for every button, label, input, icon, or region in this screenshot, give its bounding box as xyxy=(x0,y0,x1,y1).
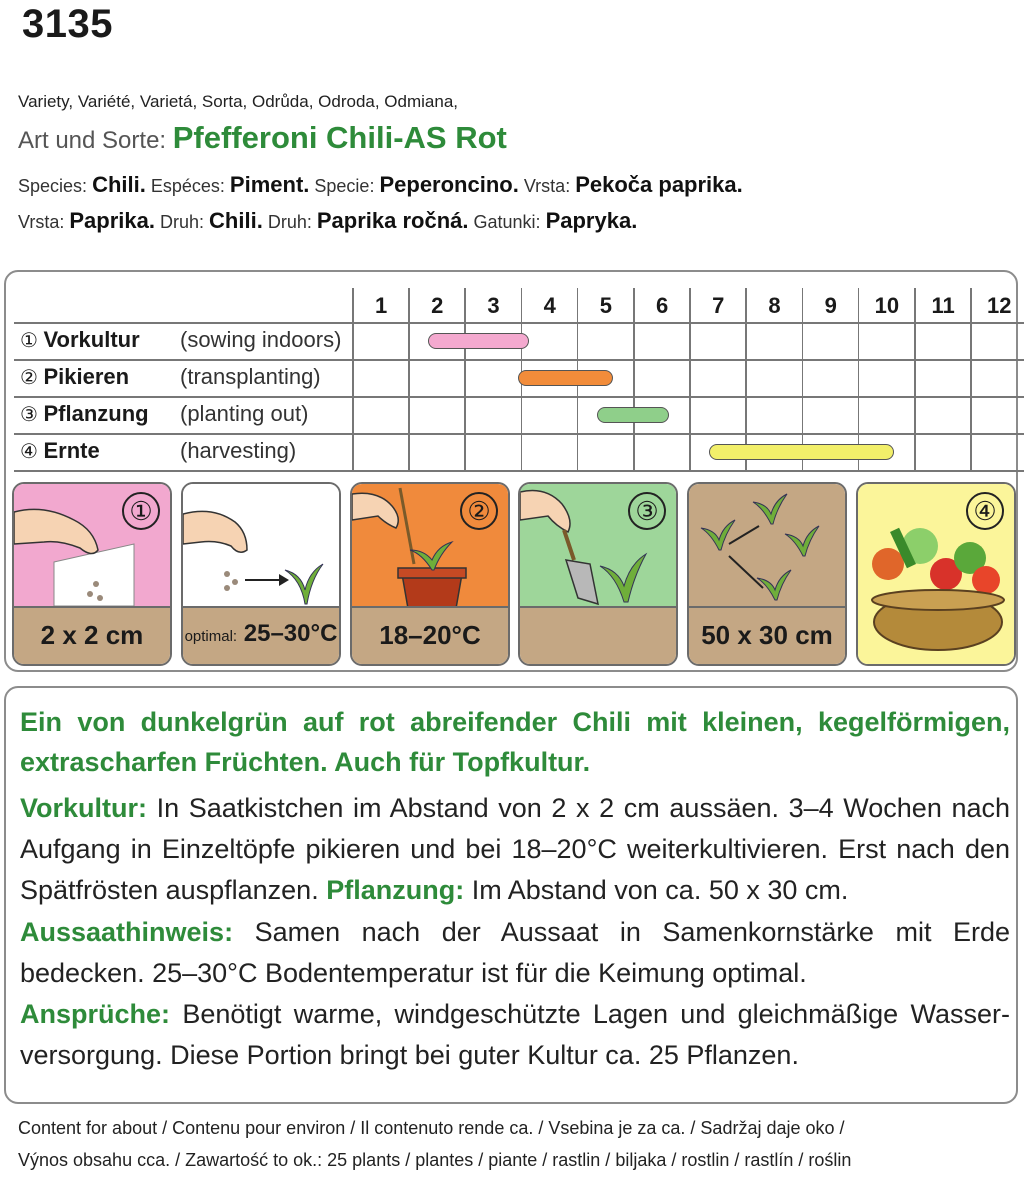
step-number-badge: ② xyxy=(460,492,498,530)
step-number: ③ xyxy=(20,404,44,426)
paragraph-aussaathinweis xyxy=(20,912,1010,994)
step-number: ① xyxy=(20,330,44,352)
panel-germination xyxy=(181,482,341,666)
month-header-10: 10 xyxy=(858,288,915,322)
art-label: Art und Sorte: xyxy=(18,127,167,154)
grid-row-line xyxy=(14,433,1024,435)
species-value: Papryka. xyxy=(545,208,638,233)
step-translation: (transplanting) xyxy=(180,364,321,389)
step-label xyxy=(20,438,297,464)
panel-spacing xyxy=(687,482,847,666)
species-value: Pekoča paprika. xyxy=(575,172,743,197)
paragraph-ansprueche xyxy=(20,994,1010,1076)
month-header-12: 12 xyxy=(970,288,1024,322)
step-label xyxy=(20,401,309,427)
month-header-3: 3 xyxy=(464,288,521,322)
art-line xyxy=(18,120,507,156)
panel-caption: 2 x 2 cm xyxy=(40,620,144,650)
panel-caption xyxy=(183,620,339,648)
period-bar xyxy=(518,370,613,386)
soil-area xyxy=(520,606,676,666)
grid-column-line xyxy=(802,288,804,470)
month-header-2: 2 xyxy=(408,288,465,322)
paragraph-text: Samen nach der Aussaat in Samenkornstärke mit Erde bedecken. 25–30°C Bodentemperatur ist für die Keimung optimal. xyxy=(20,917,1010,988)
step-translation: (planting out) xyxy=(180,401,309,426)
grid-row-line xyxy=(14,470,1024,472)
step-label xyxy=(20,327,342,353)
period-bar xyxy=(597,407,669,423)
panel-caption: 18–20°C xyxy=(379,620,481,650)
grid-column-line xyxy=(408,288,410,470)
germination-icon xyxy=(183,484,341,606)
species-label: Species: xyxy=(18,176,88,196)
grid-row-line xyxy=(14,359,1024,361)
species-value: Paprika. xyxy=(69,208,155,233)
step-name: Vorkultur xyxy=(43,327,140,352)
paragraph-heading: Aussaathinweis: xyxy=(20,917,234,947)
species-line-2 xyxy=(18,208,637,234)
month-header-7: 7 xyxy=(689,288,746,322)
species-value: Chili. xyxy=(92,172,146,197)
panel-caption: 50 x 30 cm xyxy=(701,620,833,650)
month-header-5: 5 xyxy=(577,288,634,322)
month-header-9: 9 xyxy=(802,288,859,322)
intro-text: Ein von dunkelgrün auf rot abreifender Chili mit kleinen, kegelförmigen, extrascharfen Früchten. Auch für Topfkultur. xyxy=(20,707,1010,777)
paragraph-heading: Ansprüche: xyxy=(20,999,171,1029)
month-header-4: 4 xyxy=(521,288,578,322)
paragraph-text: In Saatkistchen im Abstand von 2 x 2 cm aussäen. 3–4 Wochen nach Aufgang in Einzeltöpfe pikieren und bei 18–20°C weiterkultivieren. Erst nach den Spätfrösten auspflanzen. xyxy=(20,793,1010,905)
paragraph-heading: Pflanzung: xyxy=(326,875,465,905)
step-number-badge: ③ xyxy=(628,492,666,530)
species-label: Vrsta: xyxy=(523,176,571,196)
sowing-calendar xyxy=(4,270,1018,672)
step-name: Ernte xyxy=(43,438,100,463)
step-number: ② xyxy=(20,367,44,389)
month-header-6: 6 xyxy=(633,288,690,322)
species-label: Druh: xyxy=(267,212,312,232)
product-code: 3135 xyxy=(22,2,113,46)
paragraph-vorkultur xyxy=(20,788,1010,911)
species-label: Specie: xyxy=(314,176,375,196)
species-label: Espéces: xyxy=(150,176,225,196)
plant-spacing-icon xyxy=(689,484,847,606)
grid-column-line xyxy=(745,288,747,470)
content-footer-line-1: Content for about / Contenu pour environ / Il contenuto rende ca. / Vsebina je za ca. / Sadržaj daje oko / xyxy=(18,1118,845,1138)
panel-harvest xyxy=(856,482,1016,666)
paragraph-text: Im Abstand von ca. 50 x 30 cm. xyxy=(464,875,849,905)
step-translation: (sowing indoors) xyxy=(180,327,342,352)
content-footer-line-2: Výnos obsahu cca. / Zawartość to ok.: 25 plants / plantes / piante / rastlin / biljaka / rostlin / rastlín / roślin xyxy=(18,1150,852,1170)
step-number-badge: ① xyxy=(122,492,160,530)
species-line-1 xyxy=(18,172,743,198)
panel-caption-value: 25–30°C xyxy=(243,620,338,647)
grid-column-line xyxy=(689,288,691,470)
grid-column-line xyxy=(858,288,860,470)
step-number-badge: ④ xyxy=(966,492,1004,530)
species-value: Peperoncino. xyxy=(379,172,519,197)
species-label: Vrsta: xyxy=(18,212,65,232)
grid-row-line xyxy=(14,322,1024,324)
species-label: Druh: xyxy=(160,212,205,232)
species-value: Paprika ročná. xyxy=(316,208,469,233)
grid-column-line xyxy=(633,288,635,470)
panel-caption-small: optimal: xyxy=(184,628,238,645)
panel-transplanting xyxy=(350,482,510,666)
variety-line: Variety, Variété, Varietá, Sorta, Odrůda, Odroda, Odmiana, xyxy=(18,92,459,111)
paragraph-heading: Vorkultur: xyxy=(20,793,147,823)
paragraph-text: Benötigt warme, windgeschützte Lagen und gleichmäßige Wasser-versorgung. Diese Portion bringt bei guter Kultur ca. 25 Pflanzen. xyxy=(20,999,1010,1070)
grid-column-line xyxy=(970,288,972,470)
species-value: Chili. xyxy=(209,208,263,233)
month-header-8: 8 xyxy=(745,288,802,322)
variety-name: Pfefferoni Chili-AS Rot xyxy=(172,120,507,155)
panel-sowing xyxy=(12,482,172,666)
panel-planting-out xyxy=(518,482,678,666)
grid-column-line xyxy=(464,288,466,470)
step-translation: (harvesting) xyxy=(180,438,297,463)
step-name: Pikieren xyxy=(43,364,130,389)
species-value: Piment. xyxy=(229,172,310,197)
period-bar xyxy=(428,333,528,349)
period-bar xyxy=(709,444,894,460)
month-header-11: 11 xyxy=(914,288,971,322)
month-header-1: 1 xyxy=(352,288,409,322)
step-number: ④ xyxy=(20,441,44,463)
grid-column-line xyxy=(352,288,354,470)
species-label: Gatunki: xyxy=(473,212,541,232)
step-name: Pflanzung xyxy=(43,401,149,426)
grid-column-line xyxy=(914,288,916,470)
grid-row-line xyxy=(14,396,1024,398)
step-label xyxy=(20,364,321,390)
description-box xyxy=(4,686,1018,1104)
